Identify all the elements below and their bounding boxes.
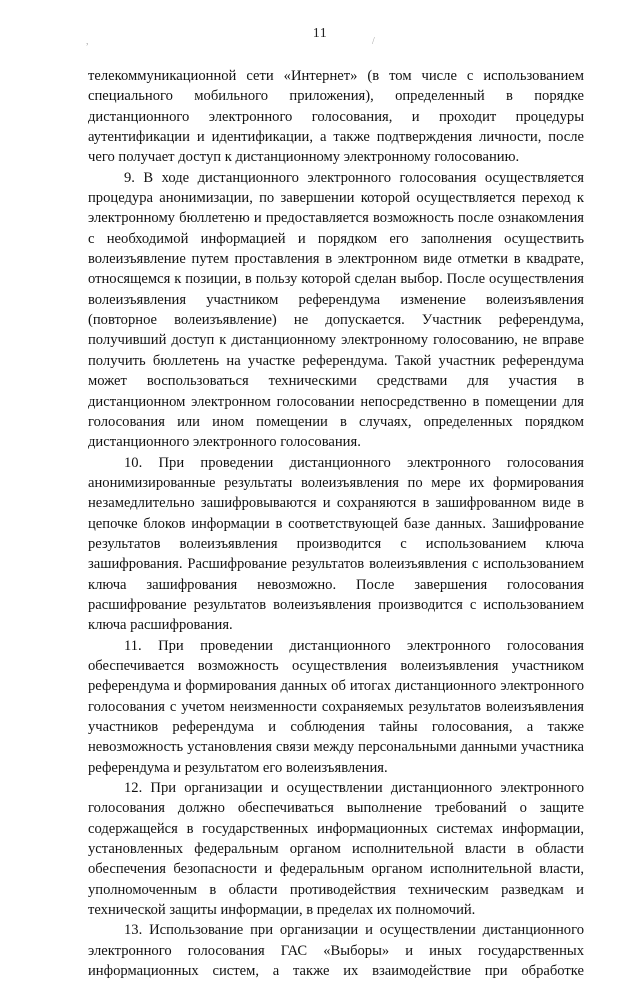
paragraph-item-13: 13. Использование при организации и осуществлении дистанционного электронного голосования ГАС «Выборы» и иных государственных информационных систем, а также их взаимодействие при обработке xyxy=(88,922,584,980)
paragraph-item-12: 12. При организации и осуществлении дистанционного электронного голосования должно обеспечиваться выполнение требований о защите содержащейся в государственных информационных системах информации, установленных федеральным органом исполнительной власти в области обеспечения безопасности и федеральным органом исполнительной власти, уполномоченным в области противодействия техническим разведкам и технической защиты информации, в пределах их полномочий. xyxy=(88,780,584,919)
scan-mark: , xyxy=(86,36,89,47)
paragraph-item-10: 10. При проведении дистанционного электронного голосования анонимизированные результаты волеизъявления по мере их формирования незамедлительно зашифровываются и сохраняются в зашифрованном виде в цепочке блоков информации в соответствующей базе данных. Зашифрование результатов волеизъявления производится с использованием ключа зашифрования. Расшифрование результатов волеизъявления с использованием ключа зашифрования невозможно. После завершения голосования расшифрование результатов волеизъявления производится с использованием ключа расшифрования. xyxy=(88,454,584,634)
paragraph-item-11: 11. При проведении дистанционного электронного голосования обеспечивается возможность осуществления волеизъявления участником референдума и формирования данных об итогах дистанционного электронного голосования с учетом неизменности сохраняемых результатов волеизъявления участников референдума и соблюдения тайны голосования, а также невозможность установления связи между персональными данными участника референдума и результатом его волеизъявления. xyxy=(88,637,584,776)
document-body xyxy=(88,66,584,981)
paragraph-item-9: 9. В ходе дистанционного электронного голосования осуществляется процедура анонимизации, по завершении которой осуществляется переход к электронному бюллетеню и предоставляется возможность после ознакомления с необходимой информацией и порядком его заполнения осуществить волеизъявление путем проставления в электронном виде отметки в квадрате, относящемся к позиции, в пользу которой сделан выбор. После осуществления волеизъявления участником референдума изменение волеизъявления (повторное волеизъявление) не допускается. Участник референдума, получивший доступ к дистанционному электронному голосованию, не вправе получить бюллетень на участке референдума. Такой участник референдума может воспользоваться техническими средствами для участия в дистанционном электронном голосовании непосредственно в помещении для голосования или ином помещении в случаях, определенных порядком дистанционного электронного голосования. xyxy=(88,169,584,451)
page-number: 11 xyxy=(312,26,328,41)
paragraph-continuation: телекоммуникационной сети «Интернет» (в том числе с использованием специального мобильного приложения), определенный в порядке дистанционного электронного голосования, и проходит процедуры аутентификации и идентификации, а также подтверждения личности, после чего получает доступ к дистанционному электронному голосованию. xyxy=(88,68,584,166)
scan-mark: / xyxy=(372,36,375,47)
